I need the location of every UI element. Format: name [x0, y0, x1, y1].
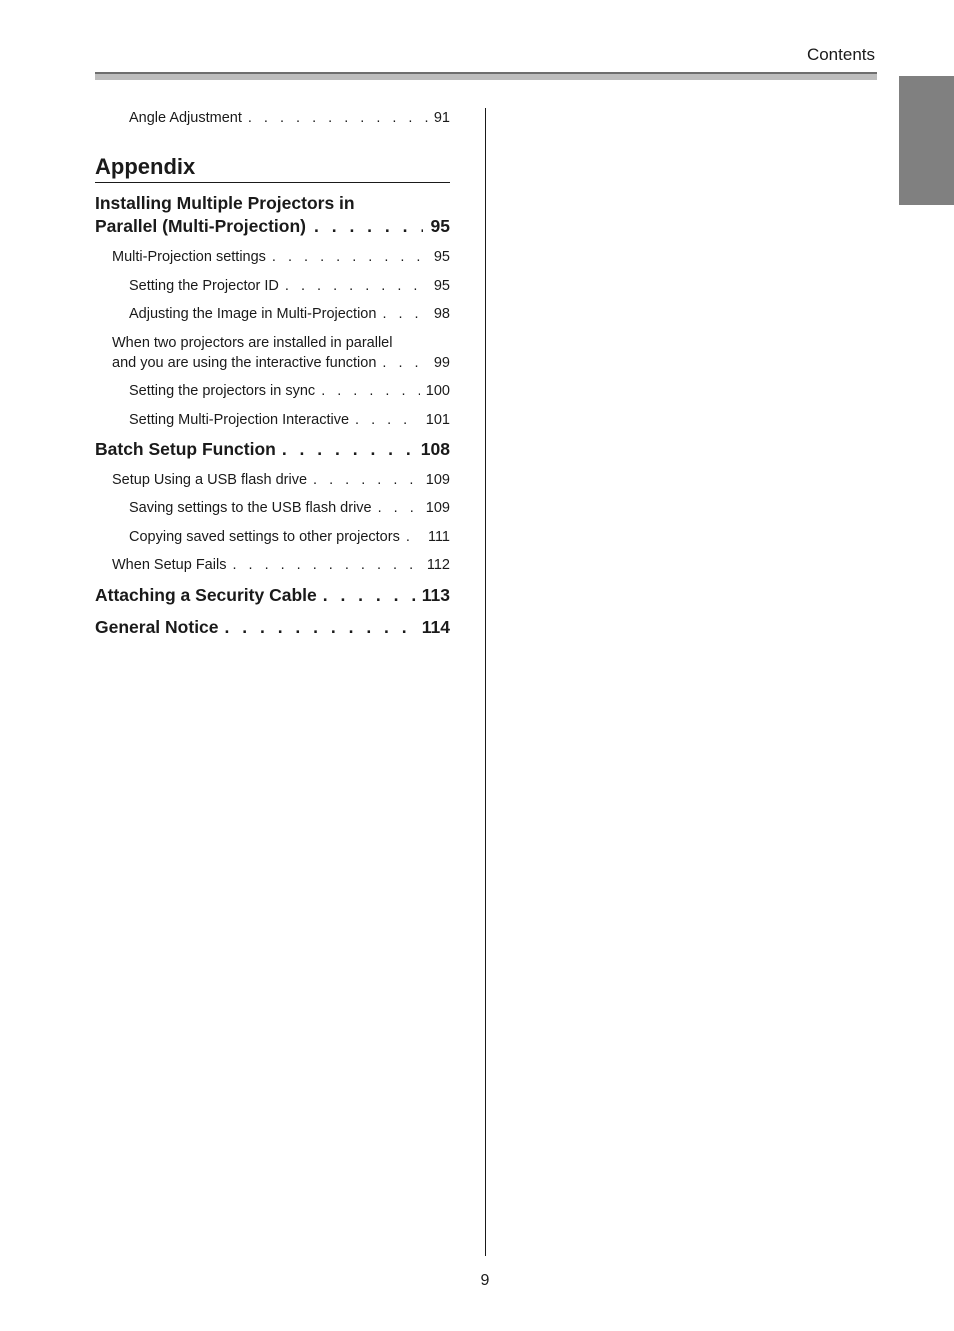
dot-leader [282, 439, 415, 459]
toc-entry-label-line2: and you are using the interactive function [112, 355, 377, 371]
dot-leader [321, 381, 420, 401]
toc-entry-security-cable[interactable] [95, 585, 450, 605]
toc-entry-page: 101 [425, 412, 450, 428]
toc-entry-label: Setup Using a USB flash drive [112, 472, 308, 488]
toc-entry-page: 109 [425, 472, 450, 488]
dot-leader [378, 498, 420, 518]
toc-entry-page: 99 [433, 355, 450, 371]
toc-entry-multi-projection-settings[interactable] [112, 247, 450, 267]
toc-entry-page: 109 [425, 500, 450, 516]
toc-entry-setup-fails[interactable] [112, 555, 450, 575]
dot-leader [382, 353, 427, 373]
toc-entry-page: 95 [433, 278, 450, 294]
dot-leader [225, 617, 416, 637]
toc-entry-label: Multi-Projection settings [112, 249, 266, 265]
toc-entry-installing-multiple-projectors[interactable] [95, 192, 450, 238]
toc-entry-page: 108 [420, 439, 450, 459]
toc-entry-label: Setting Multi-Projection Interactive [129, 412, 350, 428]
toc-entry-page: 113 [421, 585, 450, 605]
toc-entry-label: Batch Setup Function [95, 439, 276, 459]
dot-leader [382, 304, 427, 324]
toc-entry-page: 95 [433, 249, 450, 265]
header-rule [95, 72, 877, 80]
dot-leader [272, 247, 428, 267]
toc-entry-label-line1: Installing Multiple Projectors in [95, 193, 355, 213]
toc-entry-label-line2: Parallel (Multi-Projection) [95, 216, 306, 236]
toc-entry-page: 100 [425, 383, 450, 399]
toc-entry-label: Angle Adjustment [129, 110, 242, 126]
toc-entry-page: 111 [427, 529, 450, 545]
toc-entry-label: Copying saved settings to other projectors [129, 529, 400, 545]
toc-entry-label-line1: When two projectors are installed in parallel [112, 335, 393, 351]
dot-leader [323, 585, 416, 605]
toc-entry-page: 98 [433, 306, 450, 322]
toc-entry-page: 114 [421, 617, 450, 637]
toc-entry-label: When Setup Fails [112, 557, 227, 573]
toc-entry-setup-usb[interactable] [112, 470, 450, 490]
dot-leader [355, 410, 420, 430]
toc-entry-label: Attaching a Security Cable [95, 585, 317, 605]
dot-leader [314, 215, 423, 238]
toc-entry-label: General Notice [95, 617, 219, 637]
toc-entry-label: Adjusting the Image in Multi-Projection [129, 306, 377, 322]
column-divider [485, 108, 486, 1256]
toc-entry-projectors-sync[interactable] [129, 381, 450, 401]
toc-entry-general-notice[interactable] [95, 617, 450, 637]
toc-entry-two-projectors-parallel[interactable] [112, 333, 450, 373]
toc-entry-batch-setup[interactable] [95, 439, 450, 459]
toc-entry-setting-projector-id[interactable] [129, 276, 450, 296]
toc-entry-multi-projection-interactive[interactable] [129, 410, 450, 430]
dot-leader [285, 276, 428, 296]
dot-leader [406, 527, 422, 547]
dot-leader [313, 470, 420, 490]
toc-entry-page: 91 [433, 110, 450, 126]
toc-entry-page: 95 [430, 216, 450, 236]
page-number: 9 [480, 1272, 490, 1289]
page-header-title: Contents [806, 45, 875, 64]
toc-entry-adjusting-image[interactable] [129, 304, 450, 324]
toc-entry-saving-settings[interactable] [129, 498, 450, 518]
dot-leader [248, 108, 428, 128]
toc-entry-angle-adjustment[interactable] [129, 108, 450, 128]
toc-entry-page: 112 [426, 557, 450, 573]
toc-entry-copying-settings[interactable] [129, 527, 450, 547]
chapter-side-tab [899, 76, 954, 205]
toc-entry-label: Saving settings to the USB flash drive [129, 500, 372, 516]
toc-entry-label: Setting the projectors in sync [129, 383, 316, 399]
dot-leader [232, 555, 420, 575]
toc-entry-label: Setting the Projector ID [129, 278, 279, 294]
section-heading-appendix: Appendix [95, 153, 450, 183]
